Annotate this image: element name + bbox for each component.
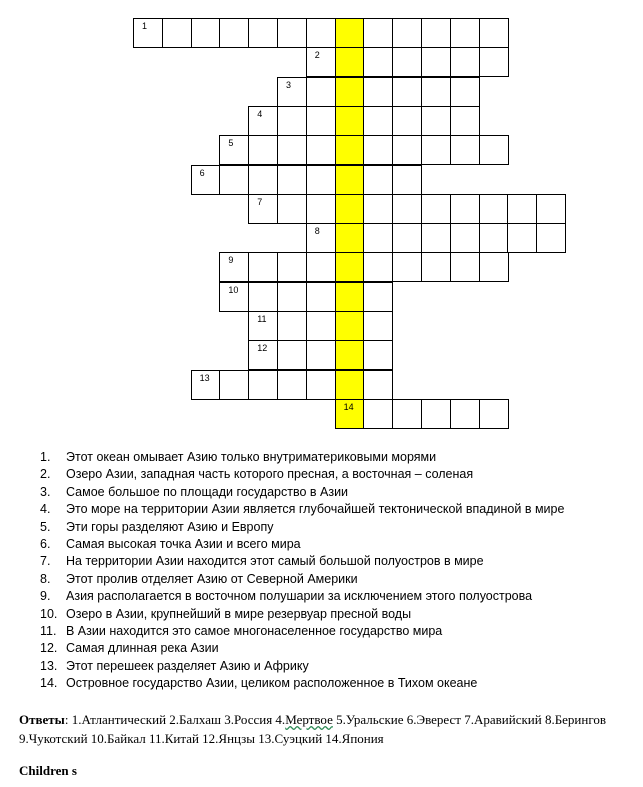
grid-cell <box>363 311 393 341</box>
grid-cell <box>248 370 278 400</box>
keyword-cell <box>335 106 365 136</box>
grid-cell <box>219 165 249 195</box>
keyword-cell <box>335 252 365 282</box>
clue-number: 5 <box>228 138 234 149</box>
grid-cell <box>363 252 393 282</box>
grid-cell <box>306 311 336 341</box>
grid-cell <box>219 282 249 312</box>
grid-cell <box>248 135 278 165</box>
grid-cell <box>479 194 509 224</box>
clue-item <box>40 553 640 570</box>
clue-item <box>40 623 640 640</box>
grid-cell <box>392 223 422 253</box>
grid-cell <box>421 77 451 107</box>
grid-cell <box>479 135 509 165</box>
grid-cell <box>392 18 422 48</box>
grid-cell <box>277 340 307 370</box>
grid-cell <box>536 223 566 253</box>
grid-cell <box>306 370 336 400</box>
grid-cell <box>219 135 249 165</box>
grid-cell <box>479 18 509 48</box>
clue-item-text: Этот океан омывает Азию только внутриматериковыми морями <box>66 450 437 464</box>
grid-cell <box>392 252 422 282</box>
answers-underlined-word: Мертвое <box>285 712 333 727</box>
grid-cell <box>277 165 307 195</box>
clue-item-number: 2. <box>40 467 51 482</box>
clue-item-text: Этот перешеек разделяет Азию и Африку <box>66 658 309 673</box>
grid-cell <box>421 18 451 48</box>
clue-number: 11 <box>257 314 267 324</box>
grid-cell <box>306 106 336 136</box>
clue-item-text: Озеро в Азии, крупнейший в мире резервуар пресной воды <box>66 606 412 621</box>
clue-number: 12 <box>257 343 268 354</box>
keyword-cell <box>335 399 365 429</box>
grid-cell <box>277 370 307 400</box>
grid-cell <box>507 194 537 224</box>
grid-cell <box>363 370 393 400</box>
clue-item-number: 3. <box>40 484 51 499</box>
grid-cell <box>363 194 393 224</box>
grid-cell <box>363 47 393 77</box>
grid-cell <box>392 399 422 429</box>
grid-cell <box>421 399 451 429</box>
grid-cell <box>450 18 480 48</box>
clue-item-number: 10. <box>40 606 58 621</box>
grid-cell <box>277 252 307 282</box>
grid-cell <box>392 47 422 77</box>
grid-cell <box>248 282 278 312</box>
grid-cell <box>363 282 393 312</box>
grid-cell <box>306 18 336 48</box>
grid-cell <box>248 106 278 136</box>
grid-cell <box>219 252 249 282</box>
clue-item <box>40 675 640 692</box>
clue-item <box>40 640 640 657</box>
grid-cell <box>363 399 393 429</box>
clue-item <box>40 571 640 588</box>
grid-cell <box>248 340 278 370</box>
answers-label: Ответы <box>19 712 65 727</box>
grid-cell <box>392 106 422 136</box>
clue-item-number: 8. <box>40 571 51 586</box>
grid-cell <box>306 165 336 195</box>
clue-number: 7 <box>257 196 263 207</box>
keyword-cell <box>335 311 365 341</box>
footer-text: Children s <box>19 763 77 778</box>
grid-cell <box>277 135 307 165</box>
grid-cell <box>248 165 278 195</box>
clue-item-text: Это море на территории Азии является глубочайшей тектонической впадиной в мире <box>66 502 565 517</box>
grid-cell <box>536 194 566 224</box>
grid-cell <box>392 194 422 224</box>
grid-cell <box>450 223 480 253</box>
grid-cell <box>277 194 307 224</box>
grid-cell <box>450 47 480 77</box>
clue-item <box>40 606 640 623</box>
grid-cell <box>306 340 336 370</box>
grid-cell <box>363 340 393 370</box>
grid-cell <box>450 135 480 165</box>
grid-cell <box>306 135 336 165</box>
answers-text-part2: 5.Уральские 6.Эверест 7.Аравийский 8.Берингов 9.Чукотский 10.Байкал 11.Китай 12.Янцзы 13.Суэцкий 14.Япония <box>19 712 606 746</box>
grid-cell <box>421 194 451 224</box>
grid-cell <box>421 106 451 136</box>
grid-cell <box>277 77 307 107</box>
grid-cell <box>479 223 509 253</box>
grid-cell <box>363 135 393 165</box>
grid-cell <box>421 135 451 165</box>
grid-cell <box>363 223 393 253</box>
grid-cell <box>219 18 249 48</box>
grid-cell <box>392 135 422 165</box>
grid-cell <box>306 77 336 107</box>
grid-cell <box>277 106 307 136</box>
grid-cell <box>133 18 163 48</box>
answers-text-part1: : 1.Атлантический 2.Балхаш 3.Россия 4. <box>64 712 286 727</box>
clue-item-number: 13. <box>40 658 58 673</box>
grid-cell <box>248 18 278 48</box>
grid-cell <box>450 194 480 224</box>
clue-number: 6 <box>199 167 205 178</box>
clue-item-number: 6. <box>40 537 51 552</box>
grid-cell <box>450 252 480 282</box>
keyword-cell <box>335 77 365 107</box>
grid-cell <box>450 106 480 136</box>
grid-cell <box>479 252 509 282</box>
clue-item-text: Самая высокая точка Азии и всего мира <box>66 537 301 552</box>
clue-item-number: 9. <box>40 589 51 604</box>
clue-item-text: Этот пролив отделяет Азию от Северной Америки <box>66 571 358 586</box>
grid-cell <box>248 252 278 282</box>
grid-cell <box>421 252 451 282</box>
clue-item <box>40 484 640 501</box>
clue-item-number: 7. <box>40 554 51 569</box>
clue-item <box>40 658 640 675</box>
keyword-cell <box>335 194 365 224</box>
grid-cell <box>363 165 393 195</box>
grid-cell <box>392 165 422 195</box>
clue-number: 1 <box>142 21 148 31</box>
clue-item-number: 14. <box>40 676 58 691</box>
grid-cell <box>450 77 480 107</box>
clue-number: 10 <box>228 284 239 295</box>
clue-item <box>40 588 640 605</box>
clue-item-number: 5. <box>40 519 51 534</box>
clue-number: 8 <box>314 226 320 237</box>
clue-item-text: Озеро Азии, западная часть которого пресная, а восточная – соленая <box>66 467 474 482</box>
clue-item <box>40 501 640 518</box>
clue-item <box>40 519 640 536</box>
clue-item-number: 12. <box>40 641 58 656</box>
clue-item-text: В Азии находится это самое многонаселенное государство мира <box>66 624 443 639</box>
keyword-cell <box>335 370 365 400</box>
keyword-cell <box>335 165 365 195</box>
clue-number: 13 <box>199 372 210 383</box>
clue-item-text: Самая длинная река Азии <box>66 641 219 656</box>
clue-number: 4 <box>257 108 263 119</box>
grid-cell <box>191 18 221 48</box>
grid-cell <box>421 47 451 77</box>
grid-cell <box>392 77 422 107</box>
grid-cell <box>219 370 249 400</box>
grid-cell <box>248 311 278 341</box>
grid-cell <box>363 106 393 136</box>
grid-cell <box>306 223 336 253</box>
clue-number: 2 <box>314 50 320 61</box>
grid-cell <box>277 18 307 48</box>
clue-item <box>40 449 640 466</box>
clue-item-text: На территории Азии находится этот самый большой полуостров в мире <box>66 554 484 569</box>
clue-item <box>40 536 640 553</box>
answers-block <box>19 710 639 748</box>
grid-cell <box>507 223 537 253</box>
grid-cell <box>162 18 192 48</box>
clue-item-text: Эти горы разделяют Азию и Европу <box>66 519 274 534</box>
clue-list <box>40 449 640 693</box>
grid-cell <box>306 47 336 77</box>
grid-cell <box>450 399 480 429</box>
grid-cell <box>363 77 393 107</box>
clue-item-number: 11. <box>40 624 57 639</box>
clue-number: 9 <box>228 255 234 266</box>
keyword-cell <box>335 223 365 253</box>
clue-item-text: Островное государство Азии, целиком расположенное в Тихом океане <box>66 676 478 691</box>
clue-number: 14 <box>343 401 354 412</box>
keyword-cell <box>335 282 365 312</box>
grid-cell <box>191 165 221 195</box>
clue-number: 3 <box>286 79 292 90</box>
grid-cell <box>306 282 336 312</box>
grid-cell <box>363 18 393 48</box>
keyword-cell <box>335 135 365 165</box>
clue-item-text: Азия располагается в восточном полушарии за исключением этого полуострова <box>66 589 533 604</box>
keyword-cell <box>335 47 365 77</box>
keyword-cell <box>335 340 365 370</box>
grid-cell <box>277 311 307 341</box>
clue-item-number: 4. <box>40 502 51 517</box>
grid-cell <box>306 252 336 282</box>
keyword-cell <box>335 18 365 48</box>
clue-item <box>40 466 640 483</box>
clue-item-text: Самое большое по площади государство в Азии <box>66 484 349 499</box>
grid-cell <box>479 399 509 429</box>
grid-cell <box>248 194 278 224</box>
grid-cell <box>191 370 221 400</box>
clue-item-number: 1. <box>40 450 51 464</box>
grid-cell <box>421 223 451 253</box>
grid-cell <box>277 282 307 312</box>
grid-cell <box>479 47 509 77</box>
grid-cell <box>306 194 336 224</box>
